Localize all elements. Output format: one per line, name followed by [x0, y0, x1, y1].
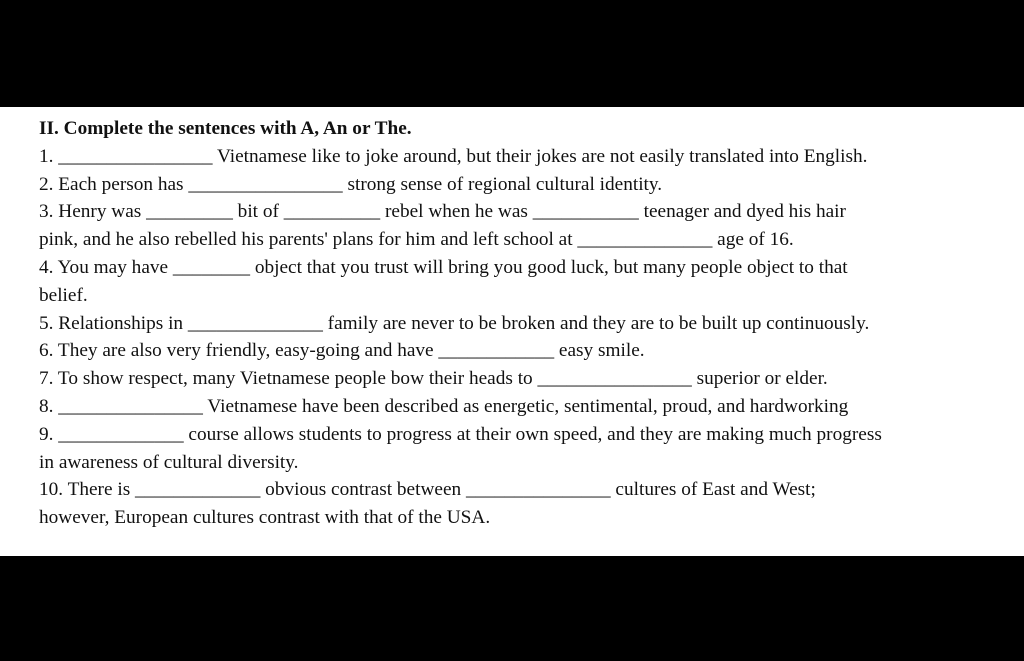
exercise-line-4: 4. You may have ________ object that you trust will bring you good luck, but many people object to that: [39, 256, 848, 278]
exercise-heading: II. Complete the sentences with A, An or The.: [39, 118, 412, 139]
exercise-line-10: 10. There is _____________ obvious contrast between _______________ cultures of East and West;: [39, 479, 816, 501]
worksheet-page: [0, 107, 1024, 556]
exercise-line-10-cont: however, European cultures contrast with that of the USA.: [39, 507, 491, 529]
exercise-line-5: 5. Relationships in ______________ family are never to be broken and they are to be built up continuously.: [39, 312, 870, 334]
exercise-line-6: 6. They are also very friendly, easy-going and have ____________ easy smile.: [39, 340, 645, 362]
exercise-line-9: 9. _____________ course allows students to progress at their own speed, and they are making much progress: [39, 423, 882, 445]
exercise-line-7: 7. To show respect, many Vietnamese people bow their heads to ________________ superior or elder.: [39, 368, 828, 390]
exercise-line-2: 2. Each person has ________________ strong sense of regional cultural identity.: [39, 173, 663, 195]
exercise-line-3-cont: pink, and he also rebelled his parents' plans for him and left school at ______________ age of 16.: [39, 229, 794, 251]
exercise-line-9-cont: in awareness of cultural diversity.: [39, 451, 299, 473]
exercise-line-3: 3. Henry was _________ bit of __________ rebel when he was ___________ teenager and dyed his hair: [39, 201, 846, 223]
exercise-line-1: 1. ________________ Vietnamese like to joke around, but their jokes are not easily translated into English.: [39, 145, 868, 167]
exercise-line-8: 8. _______________ Vietnamese have been described as energetic, sentimental, proud, and hardworking: [39, 395, 849, 417]
exercise-content: [39, 115, 1009, 532]
exercise-line-4-cont: belief.: [39, 284, 88, 306]
